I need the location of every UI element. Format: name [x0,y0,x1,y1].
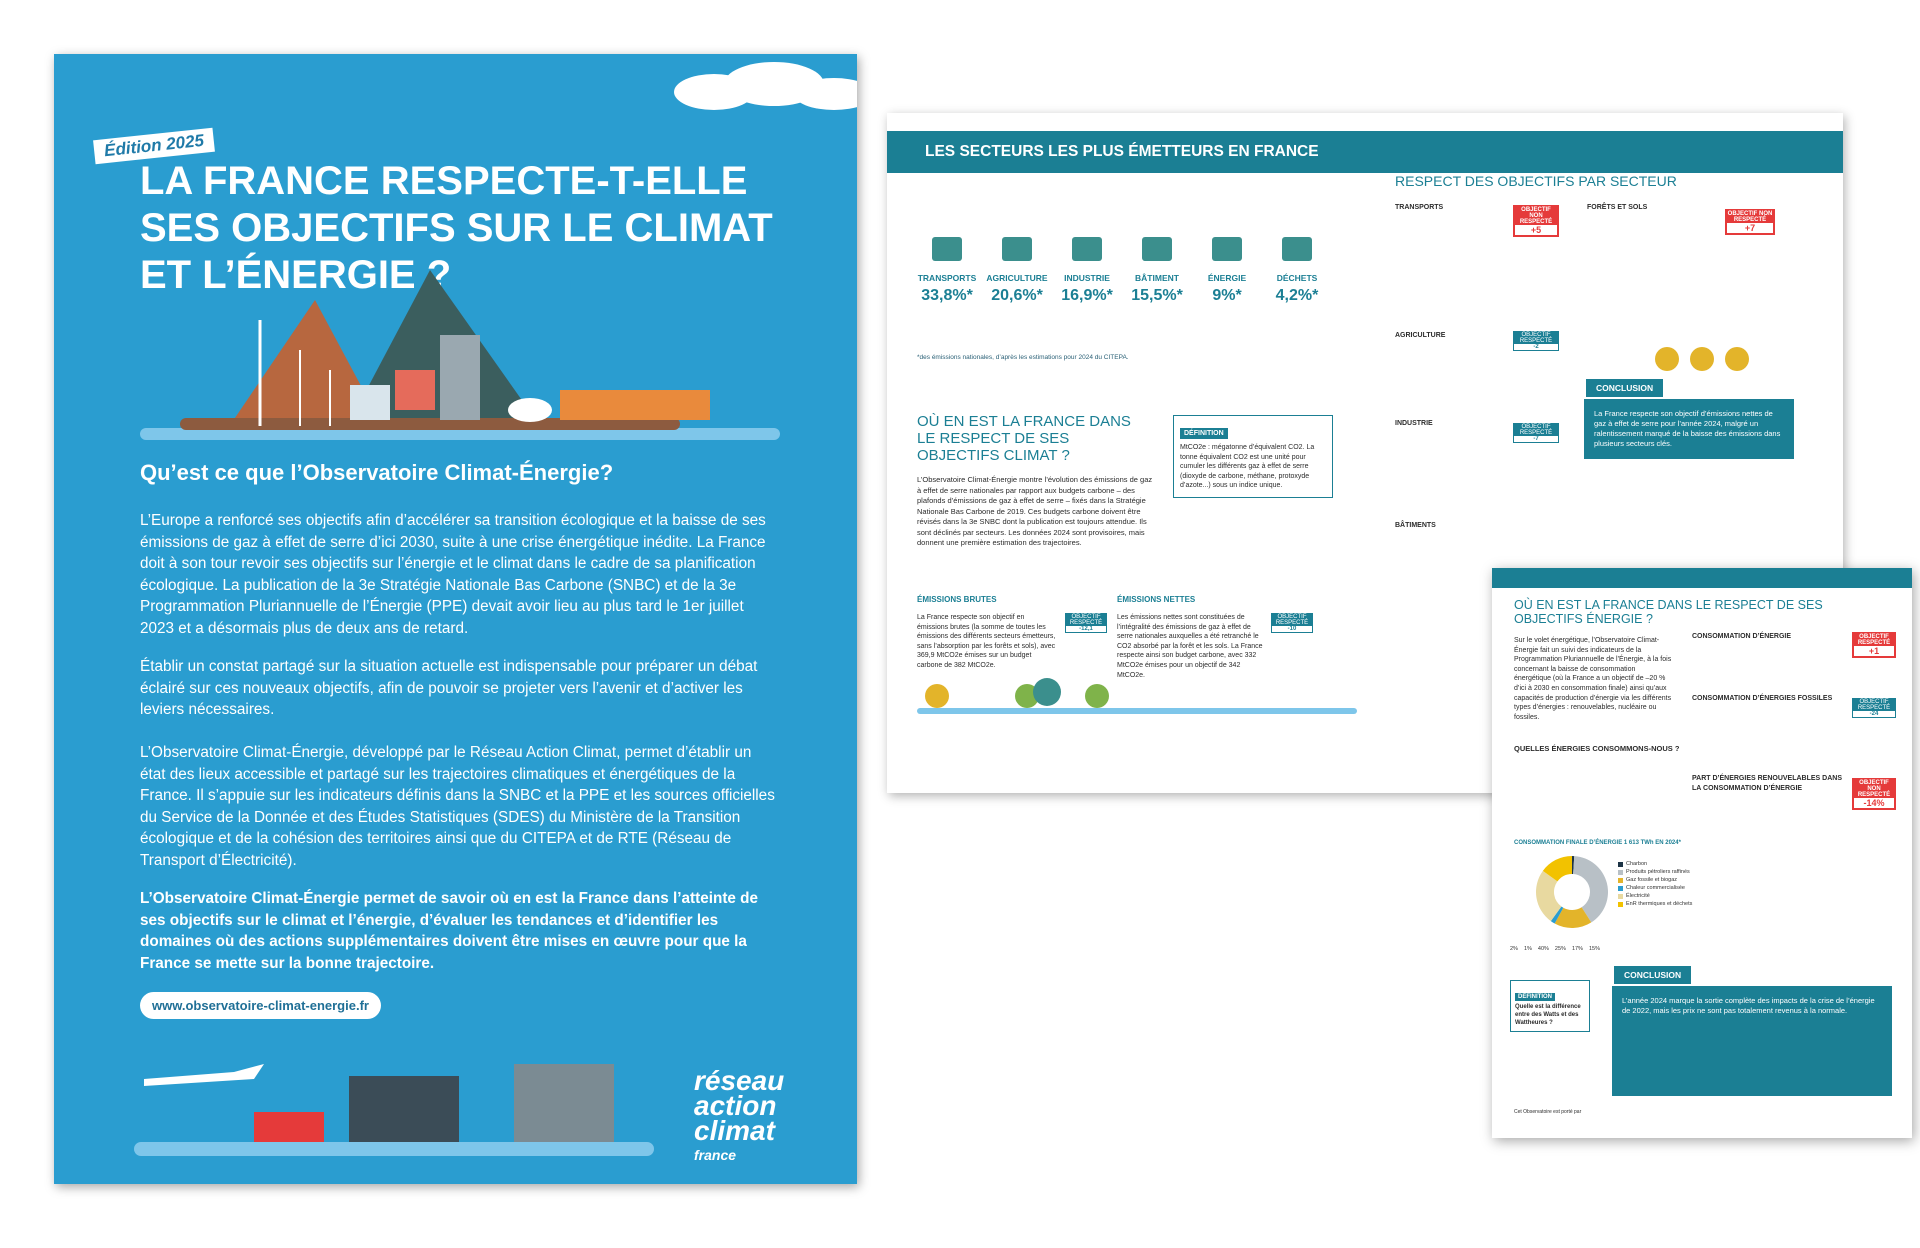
nettes-badge [1271,613,1313,633]
trees-icon [1647,341,1767,381]
sector-item [1121,237,1193,305]
pct-label: 17% [1571,946,1583,952]
badge-label: OBJECTIF NON RESPECTÉ [1519,207,1553,225]
badge-label: OBJECTIF NON RESPECTÉ [1857,780,1891,798]
page-top-bar [1492,568,1912,588]
sector-value: 33,8%* [921,287,973,304]
energy-page [1492,568,1912,1138]
conclusion-box [1584,377,1794,459]
legend-item [1618,860,1692,868]
pct-label: 40% [1537,946,1549,952]
sector-name: BÂTIMENT [1135,273,1179,283]
sector-item [981,237,1053,305]
legend-item [1618,884,1692,892]
cover-paragraph-2: Établir un constat partagé sur la situation actuelle est indispensable pour préparer un débat éclairé sur ces nouveaux objectifs, afin de pouvoir se projeter vers l’avenir et d’activer les leviers nécessaires. [140,658,758,719]
trees-illustration [917,678,1357,718]
industrie-label: INDUSTRIE [1395,420,1433,427]
p2-definition-box [1510,980,1590,1032]
legend-label: Électricité [1626,893,1650,899]
energy-question: QUELLES ÉNERGIES CONSOMMONS-NOUS ? [1514,744,1680,753]
legend-swatch [1618,862,1623,867]
respect-title: RESPECT DES OBJECTIFS PAR SECTEUR [1395,173,1677,189]
nettes-text: Les émissions nettes sont constituées de l’intégralité des émissions de gaz à effet de serre nationales auxquelles a été retranché le CO2 absorbé par la forêt et les sols. La France respecte ainsi son budget carbone, avec 332 MtCO2e émises pour un objectif de 342 MtCO2e. [1117,614,1263,679]
nettes-title: ÉMISSIONS NETTES [1117,595,1196,604]
legend-item [1618,876,1692,884]
legend-label: Chaleur commercialisée [1626,885,1685,891]
donut-chart [1532,852,1612,932]
footer-text: Cet Observatoire est porté par [1514,1109,1582,1115]
logo-line: climat [694,1115,775,1146]
logo-line: france [694,1147,737,1163]
definition-box [1173,415,1333,498]
fossiles-badge [1852,698,1896,718]
sector-name: TRANSPORTS [917,273,977,283]
p2-definition-label: DÉFINITION [1515,993,1555,1001]
badge-value: -14% [1854,798,1894,808]
legend-label: EnR thermiques et déchets [1626,901,1693,907]
definition-text: MtCO2e : mégatonne d’équivalent CO2. La tonne équivalent CO2 est une unité pour cumuler les différents gaz à effet de serre (dioxyde de carbone, méthane, protoxyde d’azote...) sous un indice unique. [1180,444,1315,490]
badge-value: -10 [1287,626,1297,632]
forets-label: FORÊTS ET SOLS [1587,204,1648,211]
badge-label: OBJECTIF RESPECTÉ [1857,634,1891,646]
website-link[interactable]: www.observatoire-climat-energie.fr [140,992,381,1019]
sector-icon [1072,237,1102,261]
badge-value: -24 [1869,711,1879,717]
legend-item [1618,900,1692,908]
sector-item [1051,237,1123,305]
sector-icon [1282,237,1312,261]
legend-swatch [1618,894,1623,899]
legend-item [1618,892,1692,900]
cover-title: LA FRANCE RESPECTE-T-ELLE SES OBJECTIFS SUR LE CLIMAT ET L’ÉNERGIE ? [140,159,773,297]
footnote: *des émissions nationales, d’après les estimations pour 2024 du CITEPA. [917,354,1129,361]
where-title [917,413,1147,464]
sector-value: 4,2%* [1275,287,1319,304]
legend-swatch [1618,878,1623,883]
chart-legend [1618,860,1692,908]
badge-label: OBJECTIF RESPECTÉ [1514,332,1558,344]
industrie-badge [1513,423,1559,443]
cover-page [54,54,857,1184]
brutes-text: La France respecte son objectif en émissions brutes (la somme de toutes les émissions des différents secteurs émetteurs, sans l’absorption par les forêts et sols), avec 369,9 MtCO2e émises sur un budget carbone de 382 MtCO2e. [917,614,1056,669]
enr-label: PART D’ÉNERGIES RENOUVELABLES DANS LA CONSOMMATION D’ÉNERGIE [1692,775,1842,792]
brutes-badge [1065,613,1107,633]
fossiles-label: CONSOMMATION D’ÉNERGIES FOSSILES [1692,695,1833,702]
legend-label: Gaz fossile et biogaz [1626,877,1678,883]
sector-icon [1142,237,1172,261]
sector-name: ÉNERGIE [1207,273,1247,283]
legend-swatch [1618,902,1623,907]
conclusion-text: La France respecte son objectif d’émissions nettes de gaz à effet de serre pour l’année 2024, malgré un ralentissement marqué de la baisse des émissions dans plusieurs secteurs clés. [1584,399,1794,459]
batiments-label: BÂTIMENTS [1395,522,1436,529]
conso-label: CONSOMMATION D’ÉNERGIE [1692,633,1792,640]
cover-paragraph-3: L’Observatoire Climat-Énergie, développé par le Réseau Action Climat, permet d’établir un état des lieux accessible et partagé sur les trajectoires climatiques et énergétiques de la France. Il s’appuie sur les indicateurs définis dans la SNBC et la PPE et les sources officielles du Service de la Donnée et des Études Statistiques (SDES) du Ministère de la Transition écologique et de la cohésion des territoires ainsi que du CITEPA et de RTE (Réseau de Transport d’Électricité). [140,744,775,869]
p2-conclusion-text: L’année 2024 marque la sortie complète des impacts de la crise de l’énergie de 2022, mais les prix ne sont pas totalement revenus à la normale. [1612,986,1892,1096]
agri-badge [1513,331,1559,351]
badge-value: +7 [1727,223,1773,233]
pct-label: 2% [1510,946,1518,952]
sector-icon [932,237,962,261]
header-bar-right [1365,131,1843,173]
p2-conclusion-label: CONCLUSION [1612,964,1693,986]
badge-label: OBJECTIF NON RESPECTÉ [1727,211,1773,223]
energy-intro: Sur le volet énergétique, l’Observatoire Climat-Énergie fait un suivi des indicateurs de la Programmation Pluriannuelle de l’Énergie, à la fois concernant la baisse de consommation énergétique (où la France a un objectif de –20 % d’ici à 2030 en consommation finale) ainsi qu’aux capacités de production d’énergie via les différents types d’énergies : renouvelables, nucléaire ou fossiles. [1514,637,1672,721]
legend-swatch [1618,870,1623,875]
sector-item [1261,237,1333,305]
legend-label: Produits pétroliers raffinés [1626,869,1690,875]
sector-item [911,237,983,305]
badge-value: -7 [1533,436,1539,442]
logo-line: action [694,1090,777,1121]
pct-label: 1% [1523,946,1532,952]
sector-value: 16,9%* [1061,287,1113,304]
where-text: L’Observatoire Climat-Énergie montre l’évolution des émissions de gaz à effet de serre nationales par rapport aux budgets carbone – des plafonds d’émissions de gaz à effet de serre – fixés dans la Stratégie Nationale Bas Carbone de 2019. Ces budgets carbone doivent être révisés dans la 3e SNBC dont la publication est toujours attendue. Ils sont déclinés par secteurs. Les données 2024 sont provisoires, mais donnent une première estimation des trajectoires. [917,475,1153,547]
chart-pct-labels [1510,946,1600,952]
where-title-text: OÙ EN EST LA FRANCE DANS LE RESPECT DE SES OBJECTIFS CLIMAT ? [917,413,1131,464]
sector-icon [1212,237,1242,261]
badge-label: OBJECTIF RESPECTÉ [1514,424,1558,436]
forets-badge [1725,209,1775,235]
badge-value: -12,1 [1079,626,1093,632]
sectors-title: LES SECTEURS LES PLUS ÉMETTEURS EN FRANCE [925,143,1319,160]
pct-label: 25% [1554,946,1566,952]
sectors-bar [887,131,1365,173]
sector-value: 20,6%* [991,287,1043,304]
brutes-title: ÉMISSIONS BRUTES [917,595,997,604]
cover-paragraph-4: L’Observatoire Climat-Énergie permet de savoir où en est la France dans l’atteinte de ses objectifs sur le climat et l’énergie, d’évaluer les tendances et d’identifier les domaines où des actions supplémentaires doivent être mises en œuvre pour que la France se mette sur la bonne trajectoire. [140,890,759,972]
cover-paragraph-1: L’Europe a renforcé ses objectifs afin d’accélérer sa transition écologique et la baisse de ses émissions de gaz à effet de serre d’ici 2030, suite à une crise énergétique inédite. La France doit à son tour revoir ses objectifs sur l’énergie et le climat dans le cadre de sa planification écologique. La publication de la 3e Stratégie Nationale Bas Carbone (SNBC) et de la 3e Programmation Pluriannuelle de l’Énergie (PPE) devait avoir lieu au plus tard le 1er juillet 2023 et a désormais plus de deux ans de retard. [140,512,766,637]
conso-badge [1852,632,1896,658]
edition-badge: Édition 2025 [93,128,215,164]
energy-title: OÙ EN EST LA FRANCE DANS LE RESPECT DE SES OBJECTIFS ÉNERGIE ? [1514,598,1823,626]
sector-name: INDUSTRIE [1064,273,1110,283]
badge-label: OBJECTIF RESPECTÉ [1853,699,1895,711]
sector-icon [1002,237,1032,261]
landscape-illustration [140,250,780,440]
cover-heading: Qu’est ce que l’Observatoire Climat-Énergie? [140,460,614,485]
badge-value: +1 [1854,646,1894,656]
badge-label: OBJECTIF RESPECTÉ [1272,614,1312,626]
sector-item [1191,237,1263,305]
reseau-action-climat-logo [694,1065,785,1168]
badge-value: -2 [1533,344,1539,350]
definition-label: DÉFINITION [1180,428,1228,439]
legend-label: Charbon [1626,861,1648,867]
p2-definition-text: Quelle est la différence entre des Watts et des Wattheures ? [1515,1004,1581,1026]
legend-item [1618,868,1692,876]
enr-badge [1852,778,1896,810]
transport-illustration [134,1024,654,1164]
transports-label: TRANSPORTS [1395,204,1444,211]
badge-value: +5 [1515,225,1557,235]
sector-value: 9%* [1212,287,1242,304]
cloud-icon [654,54,857,114]
chart-title: CONSOMMATION FINALE D’ÉNERGIE 1 613 TWh EN 2024* [1514,840,1681,846]
p2-conclusion [1612,964,1892,1096]
agri-label: AGRICULTURE [1395,332,1446,339]
logo-line: réseau [694,1065,785,1096]
pct-label: 15% [1588,946,1600,952]
conclusion-label: CONCLUSION [1584,377,1665,399]
sector-value: 15,5%* [1131,287,1183,304]
legend-swatch [1618,886,1623,891]
sector-name: AGRICULTURE [986,273,1048,283]
transports-badge [1513,205,1559,237]
sector-name: DÉCHETS [1276,273,1318,283]
badge-label: OBJECTIF RESPECTÉ [1066,614,1106,626]
